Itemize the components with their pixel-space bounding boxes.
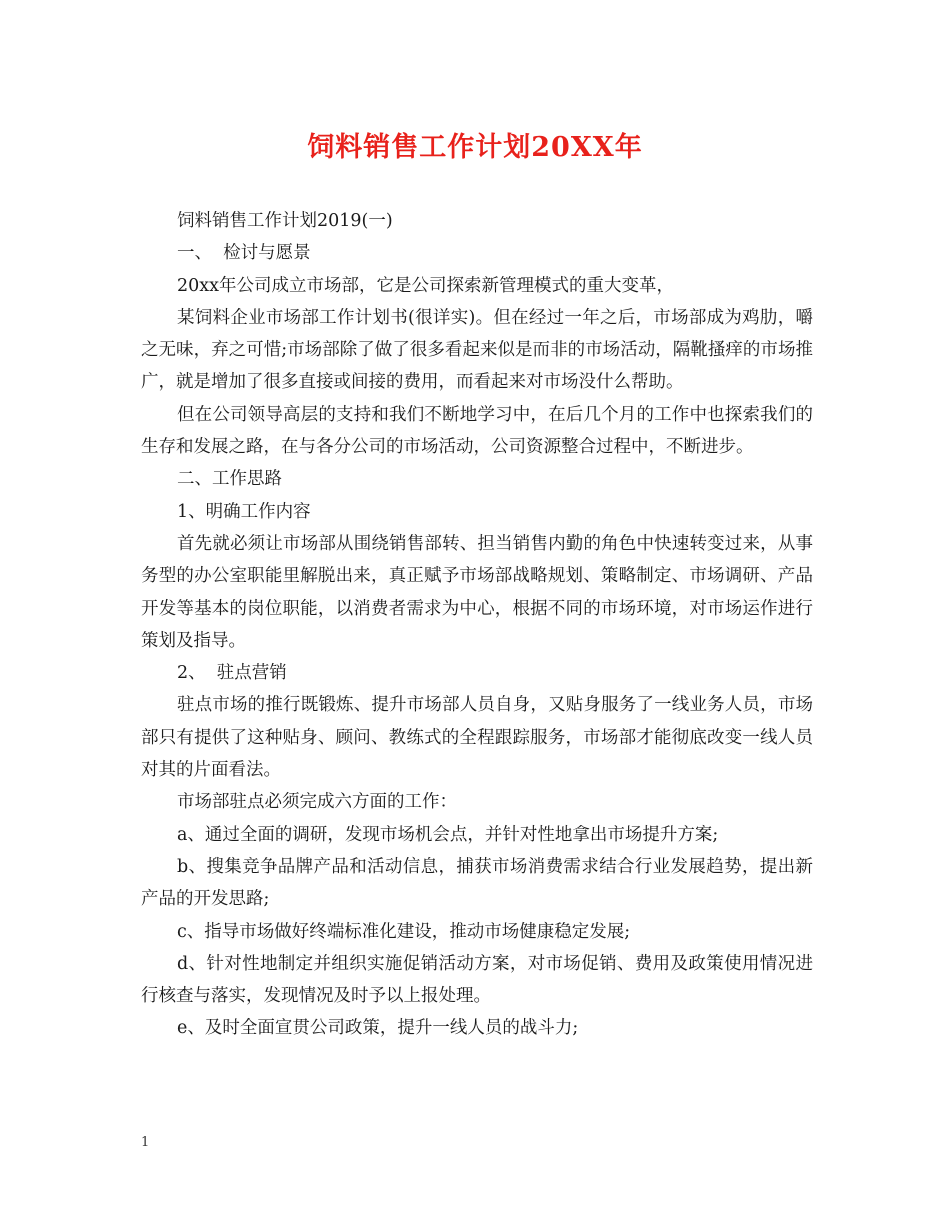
paragraph: 1、明确工作内容 — [177, 501, 311, 522]
paragraph: 市场部驻点必须完成六方面的工作： — [177, 792, 457, 813]
paragraph: 驻点市场的推行既锻炼、提升市场部人员自身，又贴身服务了一线业务人员，市场部只有提供了这种贴身、顾问、教练式的全程跟踪服务，市场部才能彻底改变一线人员对其的片面看法。 — [141, 695, 813, 781]
paragraph: 某饲料企业市场部工作计划书(很详实)。但在经过一年之后，市场部成为鸡肋，嚼之无味，弃之可惜;市场部除了做了很多看起来似是而非的市场活动，隔靴搔痒的市场推广，就是增加了很多直接或间接的费用，而看起来对市场没什么帮助。 — [141, 307, 813, 393]
paragraph: 饲料销售工作计划2019(一) — [177, 211, 393, 231]
paragraph: 但在公司领导高层的支持和我们不断地学习中，在后几个月的工作中也探索我们的生存和发展之路，在与各分公司的市场活动，公司资源整合过程中，不断进步。 — [141, 404, 813, 458]
paragraph: d、针对性地制定并组织实施促销活动方案，对市场促销、费用及政策使用情况进行核查与落实，发现情况及时予以上报处理。 — [141, 953, 813, 1007]
paragraph: b、搜集竞争品牌产品和活动信息，捕获市场消费需求结合行业发展趋势，提出新产品的开发思路; — [141, 856, 813, 910]
document-body — [141, 205, 813, 1045]
paragraph: 2、 驻点营销 — [177, 663, 287, 684]
paragraph: 20xx年公司成立市场部，它是公司探索新管理模式的重大变革， — [177, 275, 675, 296]
paragraph: a、通过全面的调研，发现市场机会点，并针对性地拿出市场提升方案; — [177, 824, 719, 845]
paragraph: 一、 检讨与愿景 — [177, 243, 311, 264]
paragraph: 二、工作思路 — [177, 469, 282, 490]
page-number: 1 — [141, 1135, 150, 1150]
paragraph: e、及时全面宣贯公司政策，提升一线人员的战斗力; — [177, 1018, 579, 1039]
paragraph: 首先就必须让市场部从围绕销售部转、担当销售内勤的角色中快速转变过来，从事务型的办公室职能里解脱出来，真正赋予市场部战略规划、策略制定、市场调研、产品开发等基本的岗位职能，以消费者需求为中心，根据不同的市场环境，对市场运作进行策划及指导。 — [141, 533, 813, 651]
document-title: 饲料销售工作计划20XX年 — [307, 132, 643, 163]
paragraph: c、指导市场做好终端标准化建设，推动市场健康稳定发展; — [177, 921, 631, 942]
